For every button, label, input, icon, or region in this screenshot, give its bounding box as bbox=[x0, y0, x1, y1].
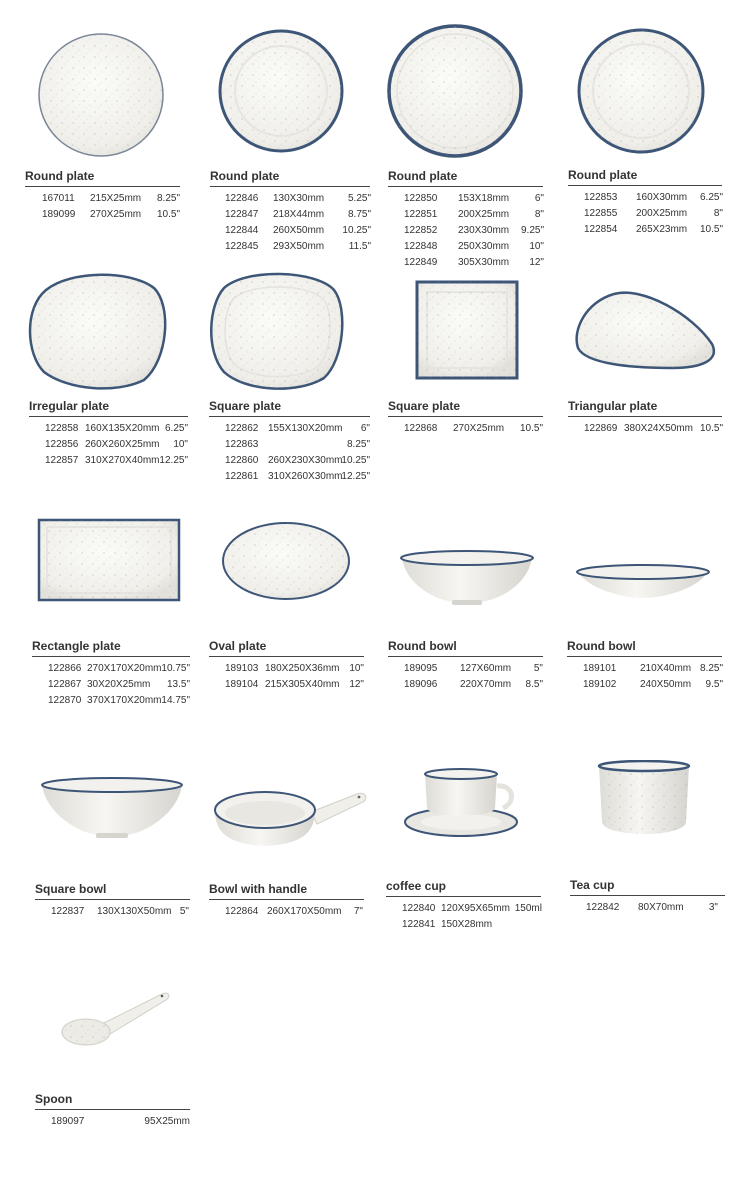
spec-row: 122866 270X170X20mm 10.75" bbox=[48, 663, 190, 674]
spec-row: 189103 180X250X36mm 10" bbox=[225, 663, 364, 674]
spec-row: 122862 155X130X20mm 6" bbox=[225, 423, 370, 434]
spec-row: 122856 260X260X25mm 10" bbox=[45, 439, 188, 450]
round-plate-image bbox=[218, 28, 346, 156]
spec-row: 122842 80X70mm 3" bbox=[586, 902, 718, 913]
spec-row: 122868 270X25mm 10.5" bbox=[404, 423, 543, 434]
irregular-plate-image bbox=[26, 268, 170, 392]
spec-row: 122860 260X230X30mm 10.25" bbox=[225, 455, 370, 466]
product-title: Round plate bbox=[25, 169, 180, 187]
spec-row: 189099 270X25mm 10.5" bbox=[42, 209, 180, 220]
spec-row: 122853 160X30mm 6.25" bbox=[584, 192, 723, 203]
product-title: Tea cup bbox=[570, 878, 725, 896]
product-title: Spoon bbox=[35, 1092, 190, 1110]
product-title: Square plate bbox=[388, 399, 543, 417]
product-title: Triangular plate bbox=[568, 399, 722, 417]
spec-row: 122855 200X25mm 8" bbox=[584, 208, 723, 219]
spec-row: 122854 265X23mm 10.5" bbox=[584, 224, 723, 235]
spec-row: 189095 127X60mm 5" bbox=[404, 663, 543, 674]
spec-row: 122867 30X20X25mm 13.5" bbox=[48, 679, 190, 690]
spec-row: 122869 380X24X50mm 10.5" bbox=[584, 423, 723, 434]
spec-row: 122863 8.25" bbox=[225, 439, 370, 450]
square-plate-image bbox=[414, 279, 520, 381]
tea-cup-image bbox=[596, 760, 692, 846]
product-title: Round plate bbox=[388, 169, 543, 187]
product-title: Round plate bbox=[210, 169, 370, 187]
spec-row: 122847 218X44mm 8.75" bbox=[225, 209, 371, 220]
spec-row: 189096 220X70mm 8.5" bbox=[404, 679, 543, 690]
product-title: Round bowl bbox=[567, 639, 722, 657]
spec-row: 122845 293X50mm 11.5" bbox=[225, 241, 371, 252]
product-title: Rectangle plate bbox=[32, 639, 190, 657]
spec-row: 122852 230X30mm 9.25" bbox=[404, 225, 544, 236]
round-bowl-image bbox=[398, 548, 536, 608]
product-title: coffee cup bbox=[386, 879, 541, 897]
spec-row: 122841 150X28mm bbox=[402, 919, 493, 930]
spec-row: 122844 260X50mm 10.25" bbox=[225, 225, 371, 236]
spec-row: 122849 305X30mm 12" bbox=[404, 257, 544, 268]
product-title: Square bowl bbox=[35, 882, 190, 900]
round-plate-image bbox=[38, 32, 172, 158]
product-title: Round plate bbox=[568, 168, 722, 186]
spec-row: 189102 240X50mm 9.5" bbox=[583, 679, 723, 690]
spec-row: 189104 215X305X40mm 12" bbox=[225, 679, 364, 690]
spec-row: 167011 215X25mm 8.25" bbox=[42, 193, 180, 204]
spec-row: 122850 153X18mm 6" bbox=[404, 193, 544, 204]
spec-row: 122837 130X130X50mm 5" bbox=[51, 906, 189, 917]
oval-plate-image bbox=[220, 520, 352, 602]
product-title: Oval plate bbox=[209, 639, 364, 657]
spec-row: 122864 260X170X50mm 7" bbox=[225, 906, 363, 917]
spec-row: 122846 130X30mm 5.25" bbox=[225, 193, 371, 204]
spec-row: 122851 200X25mm 8" bbox=[404, 209, 544, 220]
square-plate-image bbox=[206, 268, 346, 392]
product-title: Square plate bbox=[209, 399, 370, 417]
spec-row: 189097 95X25mm bbox=[51, 1116, 190, 1127]
spec-row: 122857 310X270X40mm 12.25" bbox=[45, 455, 188, 466]
round-plate-image bbox=[575, 28, 709, 156]
round-bowl-image bbox=[574, 562, 712, 602]
product-title: Round bowl bbox=[388, 639, 543, 657]
triangular-plate-image bbox=[572, 288, 720, 372]
product-title: Irregular plate bbox=[29, 399, 188, 417]
spec-row: 189101 210X40mm 8.25" bbox=[583, 663, 723, 674]
coffee-cup-image bbox=[403, 768, 523, 850]
bowl-with-handle-image bbox=[211, 788, 371, 852]
square-bowl-image bbox=[38, 775, 186, 841]
spec-row: 122840 120X95X65mm 150ml bbox=[402, 903, 542, 914]
spec-row: 122870 370X170X20mm 14.75" bbox=[48, 695, 190, 706]
spec-row: 122861 310X260X30mm 12.25" bbox=[225, 471, 370, 482]
product-title: Bowl with handle bbox=[209, 882, 364, 900]
rectangle-plate-image bbox=[36, 517, 182, 603]
spoon-image bbox=[58, 990, 172, 1050]
spec-row: 122848 250X30mm 10" bbox=[404, 241, 544, 252]
spec-row: 122858 160X135X20mm 6.25" bbox=[45, 423, 188, 434]
round-plate-image bbox=[387, 24, 523, 160]
